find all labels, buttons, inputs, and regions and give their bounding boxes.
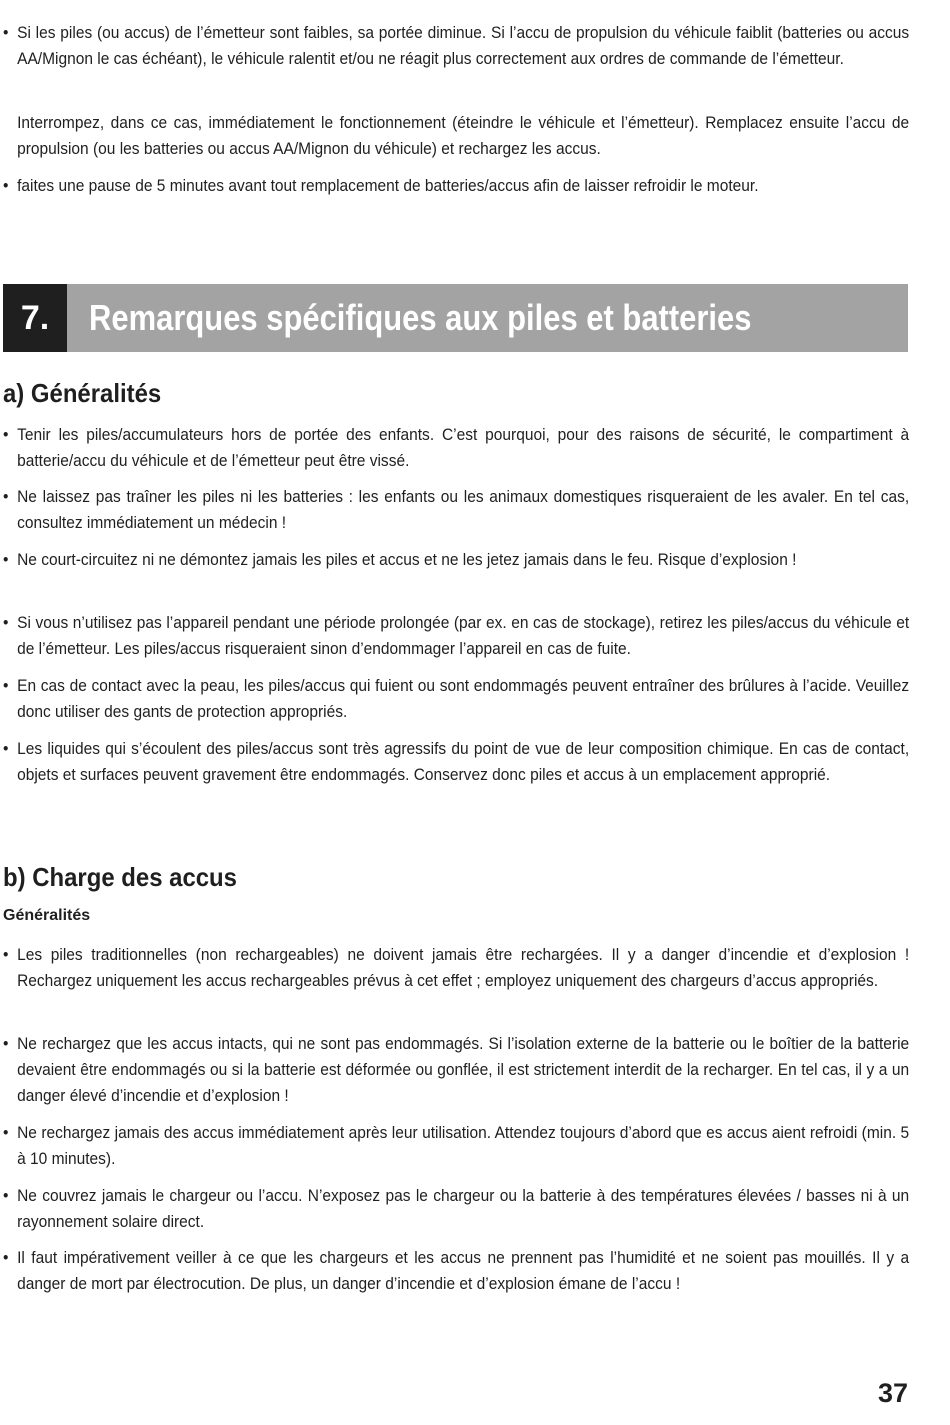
section-a-heading: a) Généralités [3,378,162,408]
page-number: 37 [877,1378,908,1408]
list-item: • Ne rechargez jamais des accus immédiatement après leur utilisation. Attendez toujours d’abord que es accus aient refroidi (min. 5 à 10 minutes). [3,1120,909,1172]
chapter-title: Remarques spécifiques aux piles et batteries [89,297,752,338]
section-a-item-6 [3,736,909,788]
list-item: • Ne rechargez que les accus intacts, qui ne sont pas endommagés. Si l’isolation externe de la batterie ou le boîtier de la batterie devaient être endommagés ou si la batterie est déformée ou gonflée, il est strictement interdit de la recharger. En tel cas, il y a un danger élevé d’incendie et d’explosion ! [3,1031,909,1109]
intro-paragraph: Interrompez, dans ce cas, immédiatement le fonctionnement (éteindre le véhicule et l’émetteur). Remplacez ensuite l’accu de propulsion (ou les batteries ou accus AA/Mignon du véhicule) et rechargez les accus. [17,114,910,158]
section-a-item-1 [3,422,909,474]
chapter-number: 7. [3,284,67,352]
list-item: • Il faut impérativement veiller à ce que les chargeurs et les accus ne prennent pas l’humidité et ne soient pas mouillés. Il y a danger de mort par électrocution. De plus, un danger d’incendie et d’explosion émane de l’accu ! [3,1245,909,1297]
intro-paragraph-block [3,110,909,162]
list-item: • Les piles traditionnelles (non rechargeables) ne doivent jamais être rechargées. Il y a danger d’incendie et d’explosion ! Rechargez uniquement les accus rechargeables prévus à cet effet ; employez uniquement des chargeurs d’accus appropriés. [3,942,909,994]
section-b-item-5 [3,1245,909,1297]
section-b-item-1 [3,942,909,994]
section-b-subheading: Généralités [3,907,91,924]
section-b-item-2 [3,1031,909,1109]
list-item: • Ne laissez pas traîner les piles ni les batteries : les enfants ou les animaux domestiques risqueraient de les avaler. En tel cas, consultez immédiatement un médecin ! [3,484,909,536]
section-a-item-2 [3,484,909,536]
section-b-item-3 [3,1120,909,1172]
intro-bullet-1: • Si les piles (ou accus) de l’émetteur sont faibles, sa portée diminue. Si l’accu de propulsion du véhicule faiblit (batteries ou accus AA/Mignon le cas échéant), le véhicule ralentit et/ou ne réagit plus correctement aux ordres de commande de l’émetteur. [3,20,909,72]
list-item: • Tenir les piles/accumulateurs hors de portée des enfants. C’est pourquoi, pour des raisons de sécurité, le compartiment à batterie/accu du véhicule et de l’émetteur peut être vissé. [3,422,909,474]
section-a-item-5 [3,673,909,725]
section-b-item-4 [3,1183,909,1235]
list-item: • Ne court-circuitez ni ne démontez jamais les piles et accus et ne les jetez jamais dans le feu. Risque d’explosion ! [3,547,909,573]
intro-block-2 [3,173,909,199]
list-item: • En cas de contact avec la peau, les piles/accus qui fuient ou sont endommagés peuvent entraîner des brûlures à l’acide. Veuillez donc utiliser des gants de protection appropriés. [3,673,909,725]
chapter-header [3,284,908,352]
list-item: • Ne couvrez jamais le chargeur ou l’accu. N’exposez pas le chargeur ou la batterie à des températures élevées / basses ni à un rayonnement solaire direct. [3,1183,909,1235]
intro-bullet-2: • faites une pause de 5 minutes avant tout remplacement de batteries/accus afin de laisser refroidir le moteur. [3,173,909,199]
section-b-heading: b) Charge des accus [3,862,237,892]
intro-block [3,20,909,72]
list-item: • Si vous n’utilisez pas l’appareil pendant une période prolongée (par ex. en cas de stockage), retirez les piles/accus du véhicule et de l’émetteur. Les piles/accus risqueraient sinon d’endommager l’appareil en cas de fuite. [3,610,909,662]
list-item: • Les liquides qui s’écoulent des piles/accus sont très agressifs du point de vue de leur composition chimique. En cas de contact, objets et surfaces peuvent gravement être endommagés. Conservez donc piles et accus à un emplacement approprié. [3,736,909,788]
section-a-item-4 [3,610,909,662]
section-a-item-3 [3,547,909,573]
